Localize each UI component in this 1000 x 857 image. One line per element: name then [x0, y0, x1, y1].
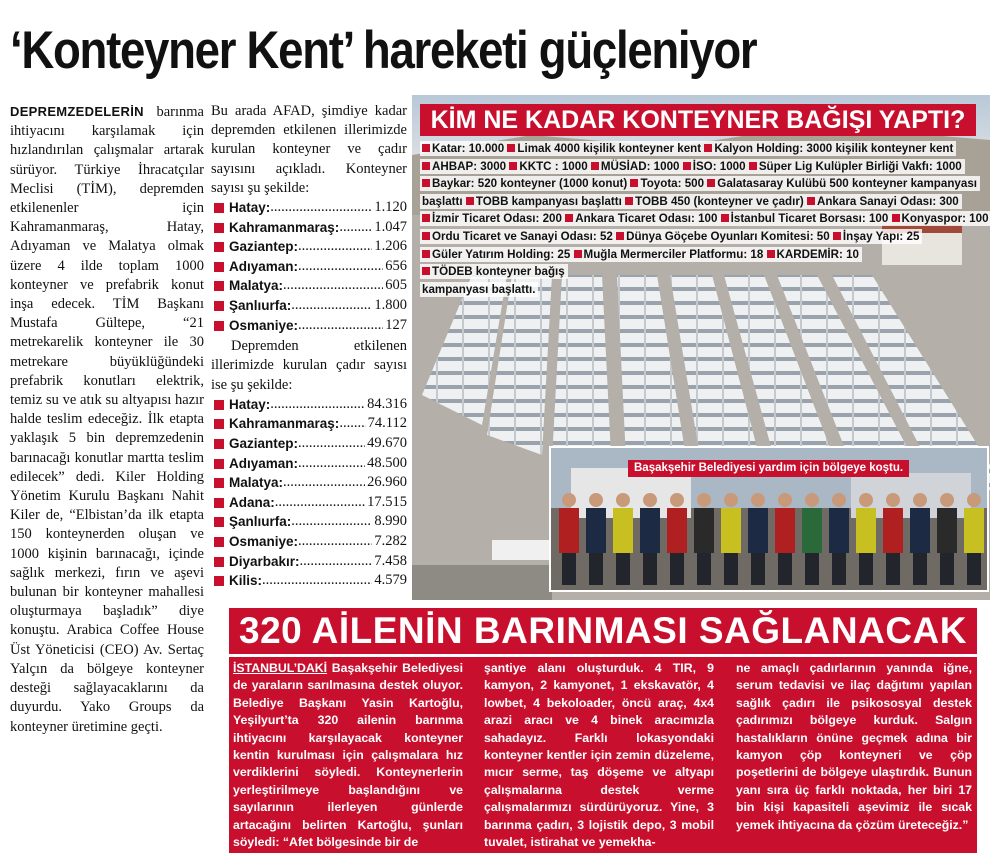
leader-dots [298, 237, 372, 257]
red-square-bullet [707, 179, 715, 187]
province-name: Kilis: [229, 573, 263, 589]
province-name: Malatya: [229, 475, 284, 491]
donation-item: TÖDEB konteyner bağış [432, 265, 565, 279]
person-head [751, 493, 765, 507]
red-square-bullet [574, 250, 582, 258]
donation-item: AHBAP: 3000 [432, 159, 507, 173]
person-body [694, 508, 714, 553]
donation-item: Ordu Ticaret ve Sanayi Odası: 52 [432, 229, 613, 243]
stat-value: 605 [385, 277, 407, 294]
stat-row [211, 552, 407, 572]
container-stats-list [211, 198, 407, 335]
red-square-bullet [422, 250, 430, 258]
red-square-bullet [214, 262, 224, 272]
province-name: Diyarbakır: [229, 553, 300, 569]
person-legs [913, 553, 927, 585]
donation-item: Baykar: 520 konteyner (1000 konut) [432, 177, 628, 191]
person-body [937, 508, 957, 553]
province-name: Hatay: [229, 200, 271, 216]
province-name: Kahramanmaraş: [229, 416, 340, 432]
person-body [586, 508, 606, 553]
person-body [775, 508, 795, 553]
stat-value: 26.960 [367, 474, 407, 491]
red-square-bullet [721, 214, 729, 222]
stat-row [211, 316, 407, 336]
leader-dots [283, 276, 383, 296]
donation-line [420, 175, 977, 193]
stat-row [211, 218, 407, 238]
donation-item: TOBB 450 (konteyner ve çadır) [635, 194, 804, 208]
person-head [886, 493, 900, 507]
stat-row [211, 257, 407, 277]
red-square-bullet [422, 144, 430, 152]
red-square-bullet [214, 400, 224, 410]
province-name: Adıyaman: [229, 455, 299, 471]
red-square-bullet [214, 223, 224, 233]
stat-row [211, 276, 407, 296]
donation-line [420, 158, 962, 176]
stat-row [211, 571, 407, 591]
person-body [613, 508, 633, 553]
donation-line [420, 193, 959, 211]
donation-item: İzmir Ticaret Odası: 200 [432, 212, 562, 226]
headline: ‘Konteyner Kent’ hareketi güçleniyor [10, 21, 757, 80]
red-square-bullet [422, 179, 430, 187]
red-square-bullet [214, 557, 224, 567]
person-legs [643, 553, 657, 585]
donation-item: TOBB kampanyası başlattı [475, 194, 622, 208]
stat-row [211, 434, 407, 454]
red-square-bullet [214, 537, 224, 547]
leader-dots [270, 198, 372, 218]
donation-item: Kalyon Holding: 3000 kişilik konteyner kent [714, 142, 954, 155]
province-name: Adıyaman: [229, 258, 299, 274]
red-square-bullet [214, 203, 224, 213]
person-legs [751, 553, 765, 585]
article-column-1 [10, 102, 204, 737]
donation-item: Katar: 10.000 [432, 142, 505, 155]
province-name: Osmaniye: [229, 533, 299, 549]
donation-line [420, 263, 950, 281]
province-name: Malatya: [229, 278, 284, 294]
donation-item: Süper Lig Kulüpler Birliği Vakfı: 1000 [758, 159, 962, 173]
person-head [805, 493, 819, 507]
stat-value: 84.316 [367, 395, 407, 412]
tent-stats-list [211, 395, 407, 591]
red-square-bullet [422, 267, 430, 275]
person-head [967, 493, 981, 507]
donation-line [420, 210, 989, 228]
person-head [616, 493, 630, 507]
person-body [667, 508, 687, 553]
red-square-bullet [422, 162, 430, 170]
person-legs [859, 553, 873, 585]
donation-item: Ankara Ticaret Odası: 100 [575, 212, 718, 226]
stat-value: 74.112 [367, 415, 407, 432]
donation-item: KARDEMİR: 10 [776, 247, 859, 261]
red-square-bullet [749, 162, 757, 170]
person-head [859, 493, 873, 507]
red-square-bullet [892, 214, 900, 222]
stat-value: 4.579 [374, 572, 407, 589]
person-body [964, 508, 984, 553]
stat-value: 49.670 [367, 434, 407, 451]
donation-item: Muğla Mermerciler Platformu: 18 [583, 247, 764, 261]
person-legs [832, 553, 846, 585]
donation-item: MÜSİAD: 1000 [600, 159, 680, 173]
donation-line [420, 246, 950, 264]
donation-item: İstanbul Ticaret Borsası: 100 [730, 212, 889, 226]
sub-article-column-1 [233, 660, 463, 851]
person-head [913, 493, 927, 507]
donations-title: KİM NE KADAR KONTEYNER BAĞIŞI YAPTI? [420, 104, 976, 136]
donations-list [420, 140, 989, 298]
red-square-bullet [630, 179, 638, 187]
red-square-bullet [214, 478, 224, 488]
red-square-bullet [214, 419, 224, 429]
stat-value: 1.120 [374, 199, 407, 216]
person-legs [805, 553, 819, 585]
red-square-bullet [807, 197, 815, 205]
inset-caption: Başakşehir Belediyesi yardım için bölgeye koştu. [628, 460, 909, 477]
red-square-bullet [625, 197, 633, 205]
leader-dots [283, 473, 365, 493]
sub-article-column-2 [484, 660, 714, 851]
donation-item: Limak 4000 kişilik konteyner kent [517, 142, 702, 155]
donation-item: Dünya Göçebe Oyunları Komitesi: 50 [626, 229, 830, 243]
person-body [856, 508, 876, 553]
leader-dots [262, 571, 372, 591]
sub-headline: 320 AİLENİN BARINMASI SAĞLANACAK [229, 608, 977, 654]
person-legs [670, 553, 684, 585]
tent-intro: Depremden etkilenen illerimizde kurulan çadır sayısı ise şu şekilde: [211, 338, 407, 393]
red-square-bullet [214, 242, 224, 252]
donation-item: İnşay Yapı: 25 [842, 229, 920, 243]
stat-row [211, 237, 407, 257]
donation-line [420, 281, 950, 299]
leader-dots [339, 218, 372, 238]
person-head [832, 493, 846, 507]
stat-row [211, 512, 407, 532]
province-name: Osmaniye: [229, 317, 299, 333]
province-name: Şanlıurfa: [229, 514, 292, 530]
person-head [589, 493, 603, 507]
leader-dots [298, 434, 365, 454]
leader-dots [275, 493, 365, 513]
stat-value: 8.990 [374, 513, 407, 530]
donation-item: Galatasaray Kulübü 500 konteyner kampanyası [717, 177, 977, 191]
sub-article-text-3: ne amaçlı çadırlarının yanında iğne, serum tedavisi ve ilaç dağıtımı yapılan sağlık çadırı ile psikososyal destek çadırımızı bölgeye kurduk. Salgın hastalıkların önüne geçmek adına bir kamyon çöp konteyneri ve çöp poşetlerini de bölgeye ulaştırdık. Bunun yanı sıra üç farklı noktada, her biri 17 bin kişi kapasiteli aşevimiz ile sıcak yemek ihtiyacına da çözüm üreteceğiz.” [736, 661, 972, 832]
stat-row [211, 198, 407, 218]
red-square-bullet [422, 214, 430, 222]
red-square-bullet [214, 459, 224, 469]
donation-item: Ankara Sanayi Odası: 300 [816, 194, 959, 208]
stat-value: 7.458 [374, 552, 407, 569]
donation-line [420, 228, 950, 246]
leader-dots [298, 257, 383, 277]
donation-item: başlattı [422, 194, 463, 208]
stat-row [211, 532, 407, 552]
person-body [910, 508, 930, 553]
stat-value: 7.282 [374, 532, 407, 549]
stat-value: 1.800 [374, 296, 407, 313]
sub-article-text-1: Başakşehir Belediyesi de yaraların sarılmasına destek oluyor. Belediye Başkanı Yasin Kartoğlu, Yeşilyurt’ta 320 ailenin barınma ihtiyacını karşılayacak konteyner kentin kurulması için çalışmalara hız verdiklerini söyledi. Konteynerlerin yerleştirilmeye başlandığını ve sayılarının ilerleyen günlerde artacağını belirten Kartoğlu, şunları söyledi: “Afet bölgesinde bir de [233, 661, 463, 850]
donation-item: kampanyası başlattı. [422, 282, 536, 296]
red-square-bullet [565, 214, 573, 222]
stat-value: 656 [385, 257, 407, 274]
leader-dots [300, 552, 373, 572]
article-column-2 [211, 102, 407, 591]
stat-value: 127 [385, 316, 407, 333]
stat-row [211, 414, 407, 434]
stat-value: 17.515 [367, 493, 407, 510]
leader-dots [270, 395, 365, 415]
stat-value: 1.047 [374, 218, 407, 235]
person-legs [589, 553, 603, 585]
person-head [940, 493, 954, 507]
donation-item: İSO: 1000 [692, 159, 746, 173]
person-head [643, 493, 657, 507]
donation-line [420, 140, 954, 158]
leader-dots [298, 316, 383, 336]
province-name: Gaziantep: [229, 239, 299, 255]
red-square-bullet [767, 250, 775, 258]
person-legs [940, 553, 954, 585]
sub-article-lead-word: İSTANBUL’DAKİ [233, 661, 328, 675]
red-square-bullet [683, 162, 691, 170]
stat-row [211, 395, 407, 415]
red-square-bullet [214, 576, 224, 586]
person-legs [886, 553, 900, 585]
province-name: Şanlıurfa: [229, 297, 292, 313]
donation-item: Toyota: 500 [640, 177, 705, 191]
donation-item: Konyaspor: 100 [901, 212, 989, 226]
person-body [640, 508, 660, 553]
sub-article-column-3 [736, 660, 972, 834]
red-square-bullet [214, 281, 224, 291]
red-square-bullet [214, 439, 224, 449]
stat-value: 48.500 [367, 454, 407, 471]
sub-article-text-2: şantiye alanı oluşturduk. 4 TIR, 9 kamyon, 2 kamyonet, 1 ekskavatör, 4 lowbet, 4 bekoloader, öncü araç, 4x4 arazi aracı ve 4 binek aracımızla sahadayız. Farklı lokasyondaki konteyner kentler için zemin düzeleme, mıcır serme, taş döşeme ve altyapı çalışmalarına destek verme çalışmalarımızı sürdürüyoruz. Yine, 3 barınma çadırı, 3 lojistik depo, 3 mobil tuvalet, istirahat ve yemekha- [484, 661, 714, 850]
leader-dots [291, 512, 372, 532]
person-legs [562, 553, 576, 585]
red-square-bullet [422, 232, 430, 240]
leader-dots [298, 454, 365, 474]
donation-item: Güler Yatırım Holding: 25 [432, 247, 571, 261]
person-legs [616, 553, 630, 585]
red-square-bullet [214, 321, 224, 331]
person-legs [724, 553, 738, 585]
person-body [883, 508, 903, 553]
person-body [829, 508, 849, 553]
province-name: Hatay: [229, 396, 271, 412]
red-square-bullet [591, 162, 599, 170]
leader-dots [298, 532, 372, 552]
afad-intro: Bu arada AFAD, şimdiye kadar depremden etkilenen illerimizde kurulan konteyner ve çadır sayısını açıkladı. Konteyner sayısı şu şekilde: [211, 103, 407, 196]
person-head [670, 493, 684, 507]
red-square-bullet [509, 162, 517, 170]
stat-value: 1.206 [374, 238, 407, 255]
stat-row [211, 296, 407, 316]
leader-dots [339, 414, 365, 434]
person-body [721, 508, 741, 553]
person-body [559, 508, 579, 553]
leader-dots [291, 296, 372, 316]
red-square-bullet [704, 144, 712, 152]
stat-row [211, 454, 407, 474]
person-head [697, 493, 711, 507]
person-body [802, 508, 822, 553]
red-square-bullet [214, 498, 224, 508]
red-square-bullet [833, 232, 841, 240]
province-name: Adana: [229, 494, 275, 510]
donation-item: KKTC : 1000 [519, 159, 588, 173]
person-head [724, 493, 738, 507]
person-head [778, 493, 792, 507]
province-name: Gaziantep: [229, 435, 299, 451]
person-legs [778, 553, 792, 585]
red-square-bullet [616, 232, 624, 240]
article-lead-word: DEPREMZEDELERİN [10, 104, 144, 119]
article-text-1: barınma ihtiyacını karşılamak için hızlandırılan çalışmalar artarak sürüyor. Türkiye İhracatçılar Meclisi (TİM), depremden etkilenenler için Kahramanmaraş, Hatay, Adıyaman ve Malatya olmak üzere 4 ilde toplam 1000 konteyner ve prefabrik konut inşa edecek. TİM Başkanı Mustafa Gültepe, “21 metrekarelik konteyner ile 30 metrekare büyüklüğündeki prefabrik konutları elektrik, temiz su ve atık su altyapısı hazır halde teslim edeceğiz. İlk etapta yaklaşık 5 bin depremzedenin barınacağı konutlar martta teslim edilecek” dedi. Kiler Holding Yönetim Kurulu Başkanı Nahit Kiler de, “Elbistan’da ilk etapta 150 konteynerden oluşan ve 1000 kişinin barınacağı, içinde sağlık merkezi, fırın ve aşevi bulunan bir konteyner mahallesi oluşturmaya başladık” diye konuştu. Arabica Coffee House Üst Yöneticisi (CEO) Av. Sertaç Yalçın da bölgeye konteyner desteği sağlayacaklarını da duyurdu. Yako Groups da konteyner üretimine geçti. [10, 104, 204, 735]
red-square-bullet [507, 144, 515, 152]
person-head [562, 493, 576, 507]
person-legs [697, 553, 711, 585]
stat-row [211, 493, 407, 513]
red-square-bullet [466, 197, 474, 205]
person-body [748, 508, 768, 553]
red-square-bullet [214, 301, 224, 311]
red-square-bullet [214, 517, 224, 527]
stat-row [211, 473, 407, 493]
province-name: Kahramanmaraş: [229, 219, 340, 235]
person-legs [967, 553, 981, 585]
